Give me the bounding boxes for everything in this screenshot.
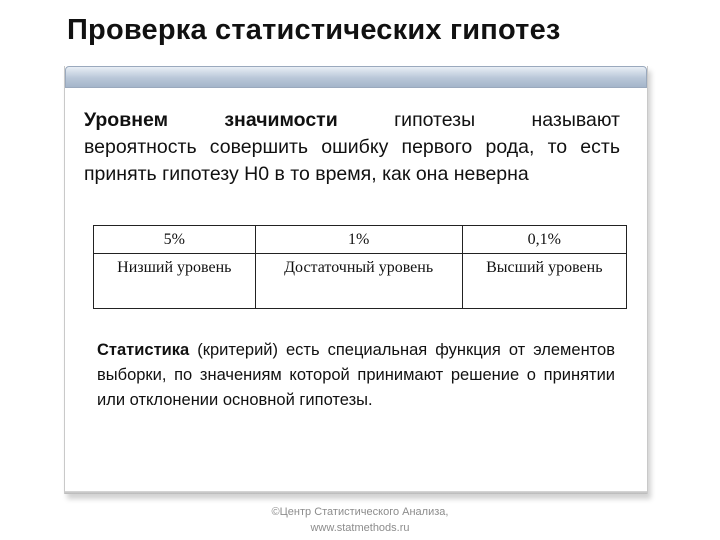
table-cell-low-level: Низший уровень (94, 254, 256, 309)
panel-header-bar (65, 66, 647, 88)
footer-url: www.statmethods.ru (310, 522, 410, 534)
significance-term-word1: Уровнем (84, 109, 168, 131)
significance-definition (84, 107, 620, 188)
statistic-text: (критерий) есть специальная функция от элементов выборки, по значениям которой принимают решение о принятии или отклонении основной гипотезы. (97, 341, 615, 409)
definition-first-line (84, 107, 620, 134)
definition-word-2: называют (531, 109, 620, 131)
panel-bottom-edge (65, 491, 647, 494)
statistic-definition (97, 338, 615, 413)
table-cell-sufficient-level: Достаточный уровень (255, 254, 462, 309)
page-title: Проверка статистических гипотез (67, 14, 561, 46)
table-cell-level-01: 0,1% (462, 226, 626, 254)
table-row (94, 226, 627, 254)
footer-org: ©Центр Статистического Анализа, (271, 506, 449, 518)
significance-levels-table (93, 225, 627, 309)
table-row (94, 254, 627, 309)
statistic-term: Статистика (97, 341, 190, 359)
table-cell-level-1: 1% (255, 226, 462, 254)
significance-term-word2: значимости (224, 109, 338, 131)
definition-text: вероятность совершить ошибку первого рода, то есть принять гипотезу H0 в то время, как она неверна (84, 136, 620, 185)
footer-credit (230, 504, 490, 536)
table-cell-high-level: Высший уровень (462, 254, 626, 309)
definition-word-1: гипотезы (394, 109, 476, 131)
table-cell-level-5: 5% (94, 226, 256, 254)
